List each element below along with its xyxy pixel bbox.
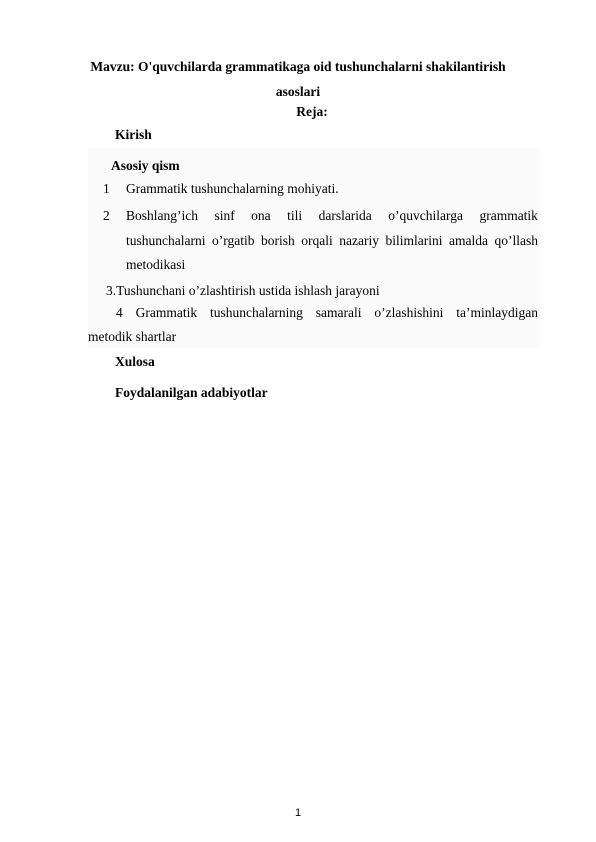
references-heading: Foydalanilgan adabiyotlar: [115, 385, 268, 400]
word: tushunchalarning: [209, 305, 303, 320]
word: bilimlarini: [385, 233, 443, 248]
word: o’rgatib: [211, 233, 255, 248]
page-number: 1: [294, 807, 302, 819]
word: ona: [251, 208, 271, 223]
word: borish: [260, 233, 295, 248]
main-part-heading: Asosiy qism: [111, 158, 180, 173]
conclusion-heading: Xulosa: [115, 354, 155, 369]
word: ta’minlaydigan: [456, 305, 538, 320]
word: Grammatik: [135, 305, 198, 320]
word: samarali: [315, 305, 362, 320]
word: qo’llash: [494, 233, 538, 248]
word: orqali: [301, 233, 333, 248]
word: Boshlang’ich: [126, 208, 198, 223]
item-2-line-1: [126, 208, 538, 224]
title-line-2: asoslari: [275, 84, 321, 99]
intro-heading: Kirish: [115, 127, 152, 142]
item-4-line-2: metodik shartlar: [88, 329, 177, 344]
item-4-line-1: [116, 305, 538, 321]
word: tushunchalarni: [126, 233, 206, 248]
word: darslarida: [318, 208, 372, 223]
word: grammatik: [479, 208, 538, 223]
word: tili: [287, 208, 303, 223]
word: nazariy: [339, 233, 379, 248]
item-2-line-2: [126, 233, 538, 249]
item-2-line-3: metodikasi: [126, 257, 186, 272]
word: amalda: [448, 233, 488, 248]
item-1-text: Grammatik tushunchalarning mohiyati.: [126, 181, 339, 196]
item-1-number: 1: [103, 181, 110, 196]
item-3-text: 3.Tushunchani o’zlashtirish ustida ishlash jarayoni: [106, 283, 380, 298]
item-2-number: 2: [103, 208, 110, 223]
word: o’zlashishini: [374, 305, 444, 320]
word: sinf: [214, 208, 235, 223]
word: o’quvchilarga: [388, 208, 463, 223]
word: 4: [116, 305, 123, 320]
title-line-1: Mavzu: O'quvchilarda grammatikaga oid tushunchalarni shakilantirish: [90, 59, 506, 74]
plan-heading: Reja:: [296, 104, 328, 119]
